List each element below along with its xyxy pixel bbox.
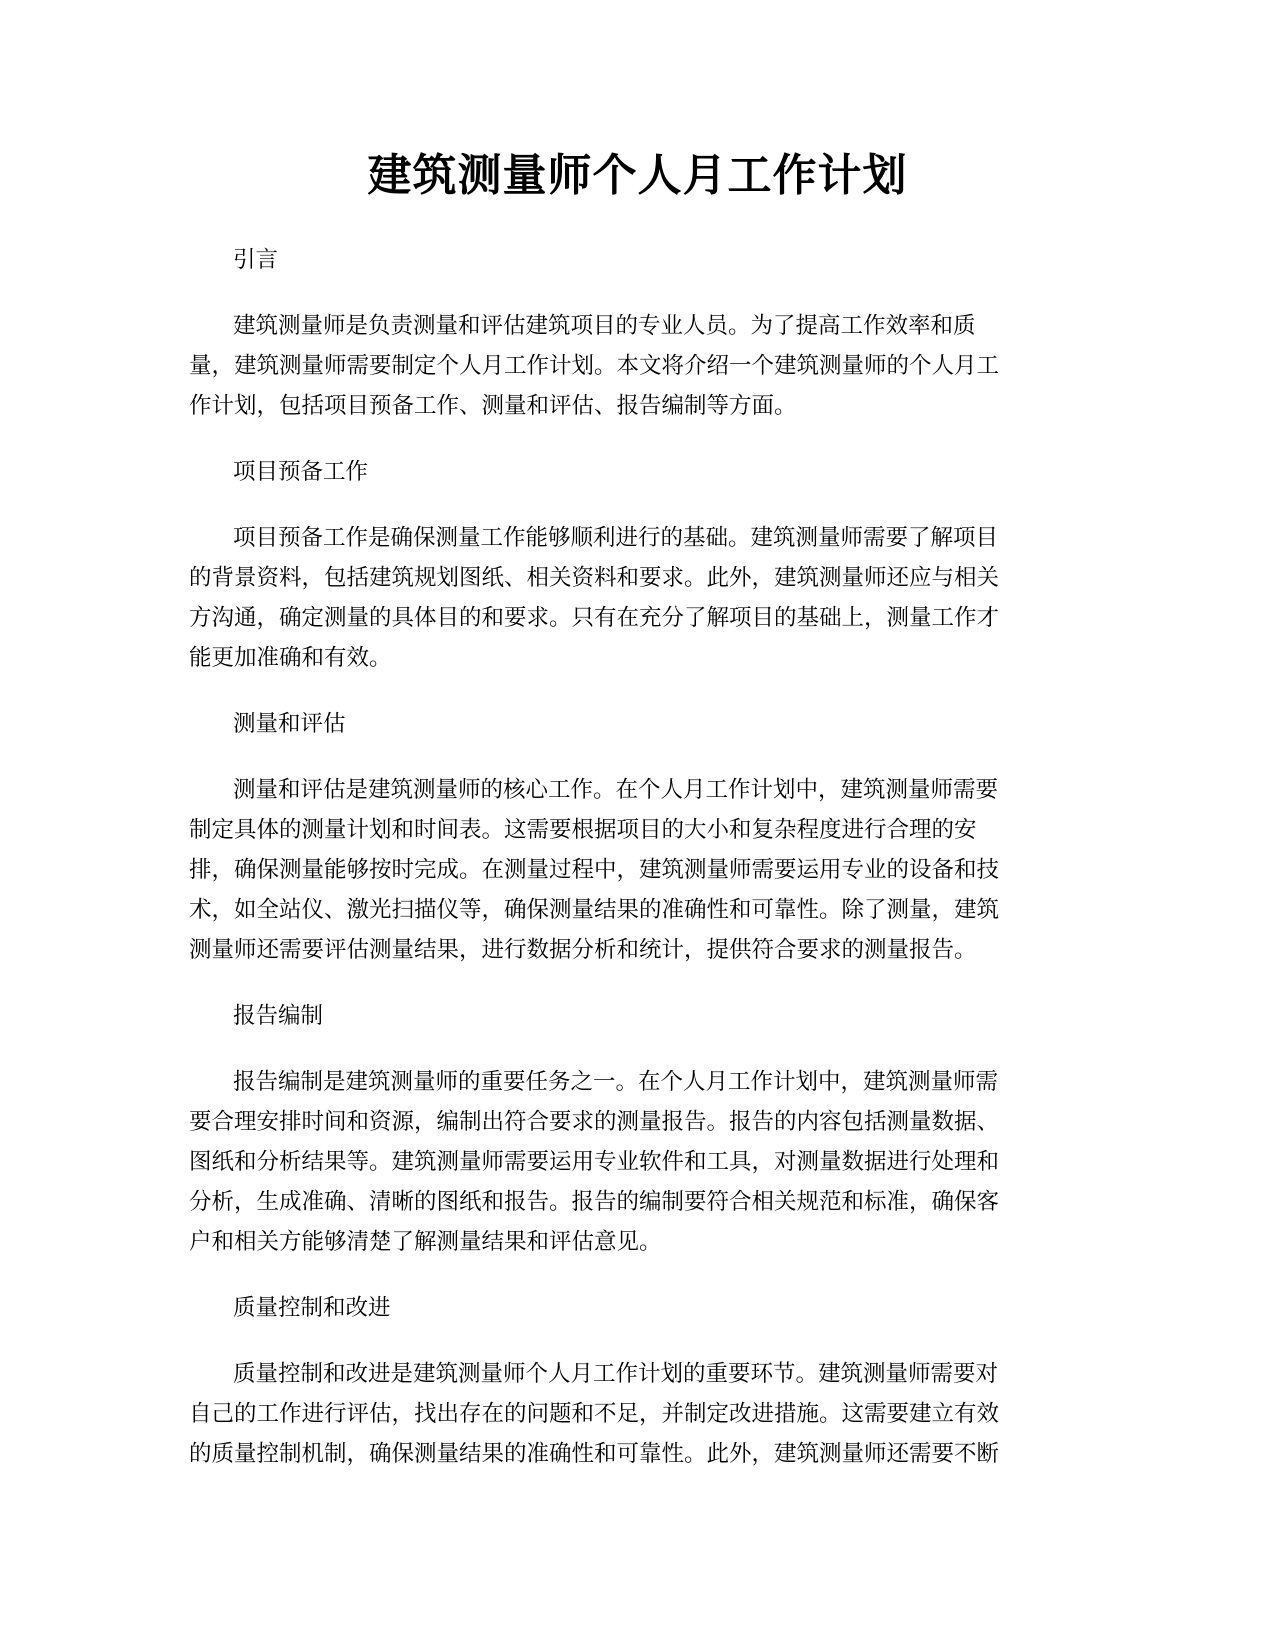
paragraph-line: 术，如全站仪、激光扫描仪等，确保测量结果的准确性和可靠性。除了测量，建筑 bbox=[189, 897, 1000, 923]
paragraph-line: 户和相关方能够清楚了解测量结果和评估意见。 bbox=[189, 1229, 662, 1255]
paragraph bbox=[189, 518, 1089, 678]
page-title: 建筑测量师个人月工作计划 bbox=[367, 150, 908, 201]
paragraph-line: 测量和评估是建筑测量师的核心工作。在个人月工作计划中，建筑测量师需要 bbox=[233, 777, 999, 803]
document-body bbox=[189, 240, 1089, 1500]
paragraph bbox=[189, 306, 1089, 426]
paragraph bbox=[189, 1062, 1089, 1262]
section-heading: 测量和评估 bbox=[233, 711, 346, 737]
paragraph-line: 报告编制是建筑测量师的重要任务之一。在个人月工作计划中，建筑测量师需 bbox=[233, 1069, 999, 1095]
paragraph-line: 要合理安排时间和资源，编制出符合要求的测量报告。报告的内容包括测量数据、 bbox=[189, 1109, 1000, 1135]
paragraph bbox=[189, 1354, 1089, 1474]
paragraph-line: 测量师还需要评估测量结果，进行数据分析和统计，提供符合要求的测量报告。 bbox=[189, 937, 977, 963]
paragraph-line: 量，建筑测量师需要制定个人月工作计划。本文将介绍一个建筑测量师的个人月工 bbox=[189, 353, 1000, 379]
section-heading: 引言 bbox=[233, 247, 279, 273]
section-heading: 报告编制 bbox=[233, 1003, 324, 1029]
paragraph-line: 的背景资料，包括建筑规划图纸、相关资料和要求。此外，建筑测量师还应与相关 bbox=[189, 565, 1000, 591]
paragraph-line: 建筑测量师是负责测量和评估建筑项目的专业人员。为了提高工作效率和质 bbox=[233, 313, 976, 339]
paragraph-line: 方沟通，确定测量的具体目的和要求。只有在充分了解项目的基础上，测量工作才 bbox=[189, 605, 1000, 631]
paragraph-line: 的质量控制机制，确保测量结果的准确性和可靠性。此外，建筑测量师还需要不断 bbox=[189, 1441, 1000, 1467]
paragraph-line: 质量控制和改进是建筑测量师个人月工作计划的重要环节。建筑测量师需要对 bbox=[233, 1361, 999, 1387]
paragraph-line: 制定具体的测量计划和时间表。这需要根据项目的大小和复杂程度进行合理的安 bbox=[189, 817, 977, 843]
paragraph-line: 图纸和分析结果等。建筑测量师需要运用专业软件和工具，对测量数据进行处理和 bbox=[189, 1149, 1000, 1175]
paragraph-line: 能更加准确和有效。 bbox=[189, 645, 392, 671]
paragraph bbox=[189, 770, 1089, 970]
section-heading: 项目预备工作 bbox=[233, 459, 369, 485]
paragraph-line: 分析，生成准确、清晰的图纸和报告。报告的编制要符合相关规范和标准，确保客 bbox=[189, 1189, 1000, 1215]
section-heading: 质量控制和改进 bbox=[233, 1295, 391, 1321]
paragraph-line: 自己的工作进行评估，找出存在的问题和不足，并制定改进措施。这需要建立有效 bbox=[189, 1401, 1000, 1427]
paragraph-line: 项目预备工作是确保测量工作能够顺利进行的基础。建筑测量师需要了解项目 bbox=[233, 525, 999, 551]
paragraph-line: 作计划，包括项目预备工作、测量和评估、报告编制等方面。 bbox=[189, 393, 797, 419]
paragraph-line: 排，确保测量能够按时完成。在测量过程中，建筑测量师需要运用专业的设备和技 bbox=[189, 857, 1000, 883]
